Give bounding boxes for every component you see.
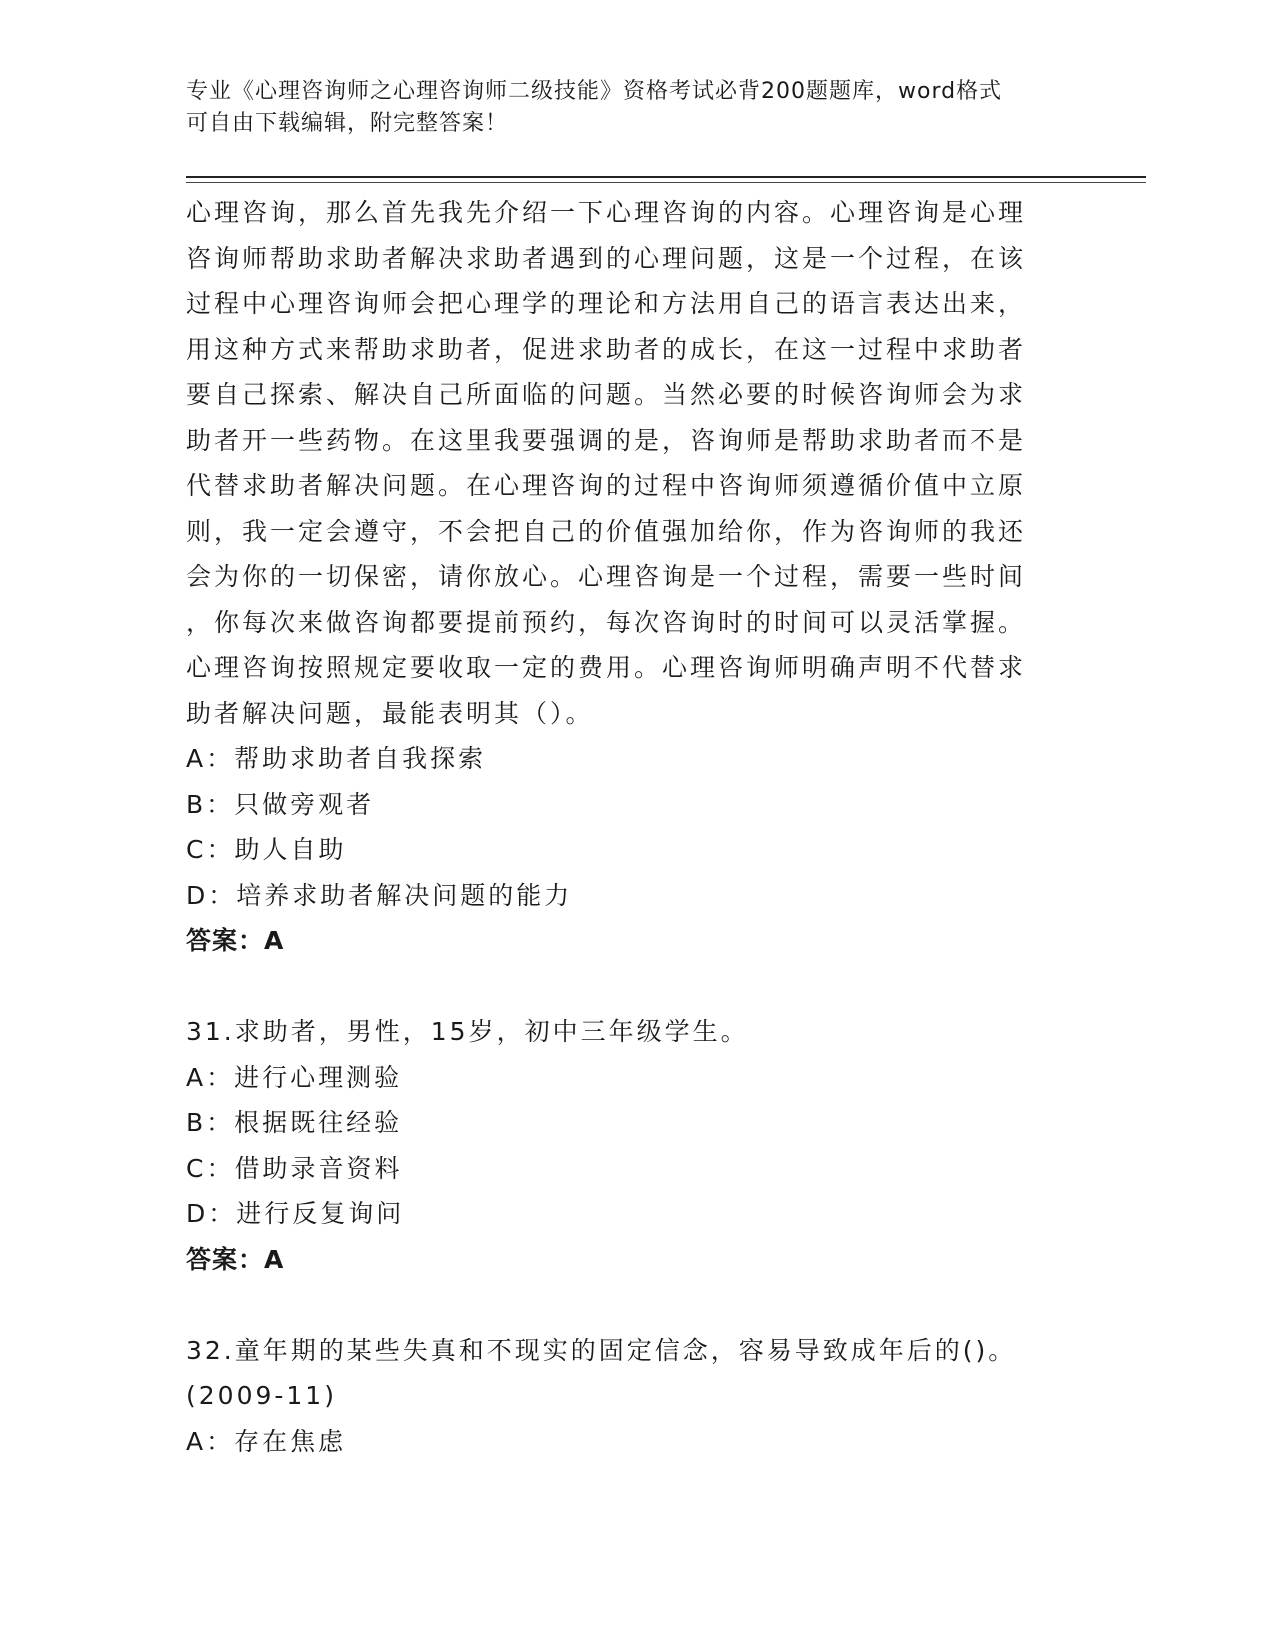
- question-30-stem-line: ，你每次来做咨询都要提前预约，每次咨询时的时间可以灵活掌握。: [186, 607, 1027, 637]
- question-30-stem-line: 要自己探索、解决自己所面临的问题。当然必要的时候咨询师会为求: [186, 380, 1027, 409]
- question-31-option-c: C：借助录音资料: [186, 1153, 403, 1183]
- document-body: [186, 190, 1086, 1464]
- question-32-stem-line: (2009-11): [186, 1381, 337, 1410]
- question-31-stem: 31.求助者，男性，15岁，初中三年级学生。: [186, 1017, 749, 1046]
- question-30-stem-line: 心理咨询按照规定要收取一定的费用。心理咨询师明确声明不代替求: [186, 653, 1027, 682]
- question-30-stem-line: 助者解决问题，最能表明其（）。: [186, 698, 594, 728]
- question-30-option-d: D：培养求助者解决问题的能力: [186, 880, 573, 910]
- question-30-stem-line: 心理咨询，那么首先我先介绍一下心理咨询的内容。心理咨询是心理: [186, 198, 1027, 227]
- question-30-option-a: A：帮助求助者自我探索: [186, 744, 487, 773]
- document-header: [186, 76, 1066, 140]
- header-divider-thick: [186, 176, 1146, 178]
- question-31-option-b: B：根据既往经验: [186, 1108, 403, 1137]
- question-30-stem-line: 过程中心理咨询师会把心理学的理论和方法用自己的语言表达出来，: [186, 289, 1027, 318]
- question-32-option-a: A：存在焦虑: [186, 1426, 347, 1456]
- question-30-stem-line: 代替求助者解决问题。在心理咨询的过程中咨询师须遵循价值中立原: [186, 471, 1027, 500]
- question-30-stem-line: 用这种方式来帮助求助者，促进求助者的成长，在这一过程中求助者: [186, 334, 1027, 364]
- question-30: [186, 190, 1086, 964]
- header-title-line-1: 专业《心理咨询师之心理咨询师二级技能》资格考试必背200题题库，word格式: [186, 79, 1003, 104]
- header-divider-thin: [186, 182, 1146, 183]
- question-30-stem-line: 助者开一些药物。在这里我要强调的是，咨询师是帮助求助者而不是: [186, 425, 1027, 455]
- question-spacer: [186, 964, 1086, 1010]
- question-31-answer: 答案：A: [186, 1244, 285, 1274]
- question-32-stem-line: 32.童年期的某些失真和不现实的固定信念，容易导致成年后的()。: [186, 1335, 1017, 1365]
- question-31-option-a: A：进行心理测验: [186, 1062, 403, 1092]
- question-30-option-b: B：只做旁观者: [186, 789, 375, 819]
- question-31: [186, 1009, 1086, 1282]
- header-title-line-2: 可自由下载编辑，附完整答案！: [186, 111, 509, 136]
- question-30-stem-line: 则，我一定会遵守，不会把自己的价值强加给你，作为咨询师的我还: [186, 516, 1027, 546]
- question-30-option-c: C：助人自助: [186, 835, 347, 864]
- question-spacer: [186, 1282, 1086, 1328]
- question-30-stem-line: 咨询师帮助求助者解决求助者遇到的心理问题，这是一个过程，在该: [186, 243, 1027, 273]
- question-31-option-d: D：进行反复询问: [186, 1199, 405, 1228]
- question-30-stem-line: 会为你的一切保密，请你放心。心理咨询是一个过程，需要一些时间: [186, 562, 1027, 591]
- question-32: [186, 1328, 1086, 1465]
- question-30-answer: 答案：A: [186, 926, 285, 955]
